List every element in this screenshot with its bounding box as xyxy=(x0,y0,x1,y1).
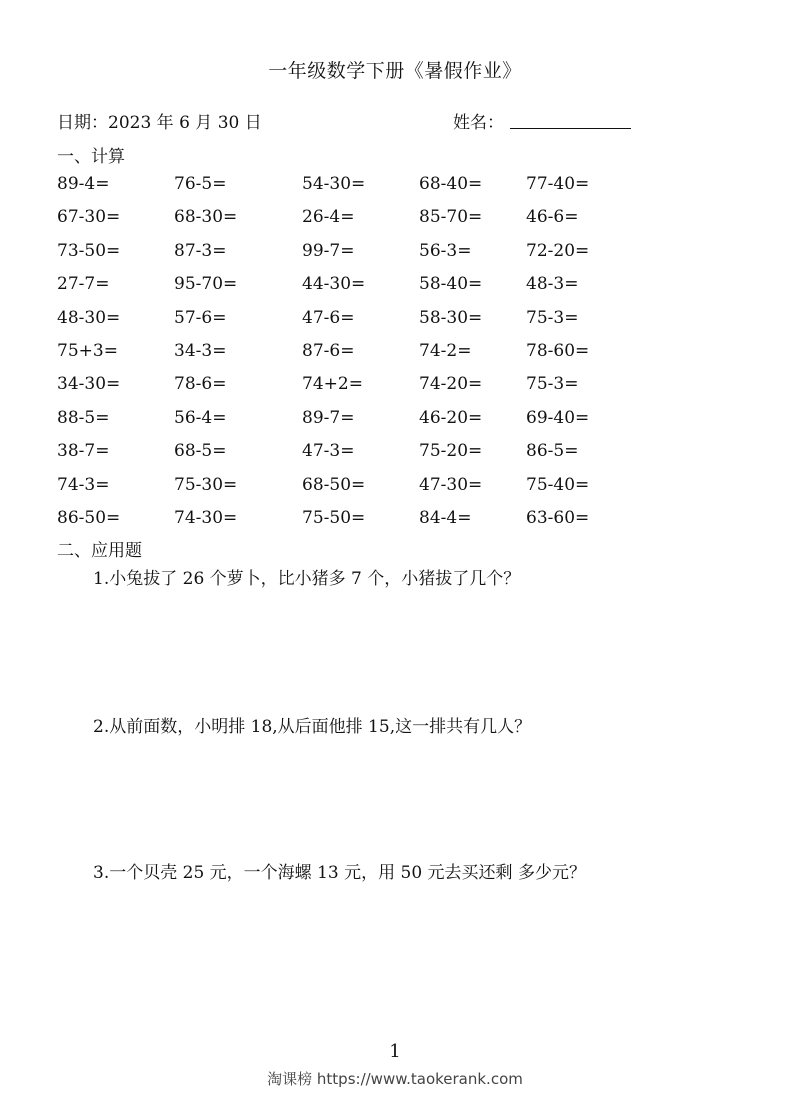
calculation-item: 47-30= xyxy=(419,474,483,495)
calculation-item: 89-7= xyxy=(302,407,355,428)
section-calculation-heading: 一、计算 xyxy=(57,147,125,167)
calculation-item: 63-60= xyxy=(526,507,590,528)
calculation-item: 38-7= xyxy=(57,441,110,462)
calculation-item: 84-4= xyxy=(419,507,472,528)
calculation-row xyxy=(57,241,677,274)
calculation-item: 78-60= xyxy=(526,340,590,361)
calculation-grid xyxy=(57,174,677,541)
calculation-row xyxy=(57,341,677,374)
calculation-item: 68-40= xyxy=(419,174,483,194)
name-blank-line[interactable] xyxy=(510,128,631,129)
date-line: 日期：2023 年 6 月 30 日 xyxy=(57,113,262,133)
calculation-item: 26-4= xyxy=(302,207,355,228)
watermark: 淘课榜 https://www.taokerank.com xyxy=(267,1070,523,1088)
page-number: 1 xyxy=(389,1041,401,1062)
calculation-item: 46-20= xyxy=(419,407,483,428)
calculation-item: 74+2= xyxy=(302,374,363,395)
page-title: 一年级数学下册《暑假作业》 xyxy=(268,60,522,82)
calculation-item: 34-3= xyxy=(174,340,227,361)
calculation-row xyxy=(57,475,677,508)
calculation-item: 68-30= xyxy=(174,207,238,228)
calculation-item: 76-5= xyxy=(174,174,227,194)
calculation-item: 67-30= xyxy=(57,207,121,228)
calculation-item: 56-3= xyxy=(419,240,472,261)
section-word-problems-heading: 二、应用题 xyxy=(57,541,142,561)
word-problem-1: 1.小兔拔了 26 个萝卜，比小猪多 7 个，小猪拔了几个？ xyxy=(93,569,521,589)
calculation-row xyxy=(57,374,677,407)
calculation-item: 58-40= xyxy=(419,274,483,295)
calculation-item: 85-70= xyxy=(419,207,483,228)
calculation-item: 27-7= xyxy=(57,274,110,295)
calculation-item: 68-50= xyxy=(302,474,366,495)
calculation-item: 48-3= xyxy=(526,274,579,295)
calculation-item: 75-30= xyxy=(174,474,238,495)
calculation-row xyxy=(57,207,677,240)
calculation-row xyxy=(57,508,677,541)
calculation-item: 69-40= xyxy=(526,407,590,428)
calculation-item: 87-3= xyxy=(174,240,227,261)
calculation-item: 56-4= xyxy=(174,407,227,428)
header-row xyxy=(57,108,657,132)
calculation-item: 78-6= xyxy=(174,374,227,395)
calculation-item: 74-2= xyxy=(419,340,472,361)
calculation-item: 89-4= xyxy=(57,174,110,194)
calculation-item: 58-30= xyxy=(419,307,483,328)
calculation-item: 88-5= xyxy=(57,407,110,428)
calculation-item: 54-30= xyxy=(302,174,366,194)
calculation-item: 74-30= xyxy=(174,507,238,528)
calculation-item: 46-6= xyxy=(526,207,579,228)
calculation-item: 75-50= xyxy=(302,507,366,528)
calculation-item: 77-40= xyxy=(526,174,590,194)
calculation-item: 75-3= xyxy=(526,307,579,328)
calculation-item: 57-6= xyxy=(174,307,227,328)
calculation-item: 75+3= xyxy=(57,340,118,361)
calculation-row xyxy=(57,308,677,341)
calculation-item: 68-5= xyxy=(174,441,227,462)
calculation-row xyxy=(57,408,677,441)
calculation-item: 47-3= xyxy=(302,441,355,462)
calculation-item: 75-40= xyxy=(526,474,590,495)
calculation-item: 72-20= xyxy=(526,240,590,261)
calculation-item: 87-6= xyxy=(302,340,355,361)
calculation-item: 75-20= xyxy=(419,441,483,462)
calculation-item: 48-30= xyxy=(57,307,121,328)
calculation-item: 86-5= xyxy=(526,441,579,462)
calculation-item: 74-3= xyxy=(57,474,110,495)
word-problem-3: 3.一个贝壳 25 元，一个海螺 13 元，用 50 元去买还剩 多少元？ xyxy=(93,863,586,883)
calculation-item: 74-20= xyxy=(419,374,483,395)
calculation-row xyxy=(57,174,677,207)
calculation-row xyxy=(57,274,677,307)
calculation-item: 75-3= xyxy=(526,374,579,395)
calculation-item: 47-6= xyxy=(302,307,355,328)
name-label: 姓名： xyxy=(453,113,504,133)
word-problem-2: 2.从前面数，小明排 18,从后面他排 15,这一排共有几人？ xyxy=(93,717,532,737)
calculation-row xyxy=(57,441,677,474)
calculation-item: 99-7= xyxy=(302,240,355,261)
calculation-item: 86-50= xyxy=(57,507,121,528)
calculation-item: 44-30= xyxy=(302,274,366,295)
calculation-item: 95-70= xyxy=(174,274,238,295)
calculation-item: 34-30= xyxy=(57,374,121,395)
calculation-item: 73-50= xyxy=(57,240,121,261)
